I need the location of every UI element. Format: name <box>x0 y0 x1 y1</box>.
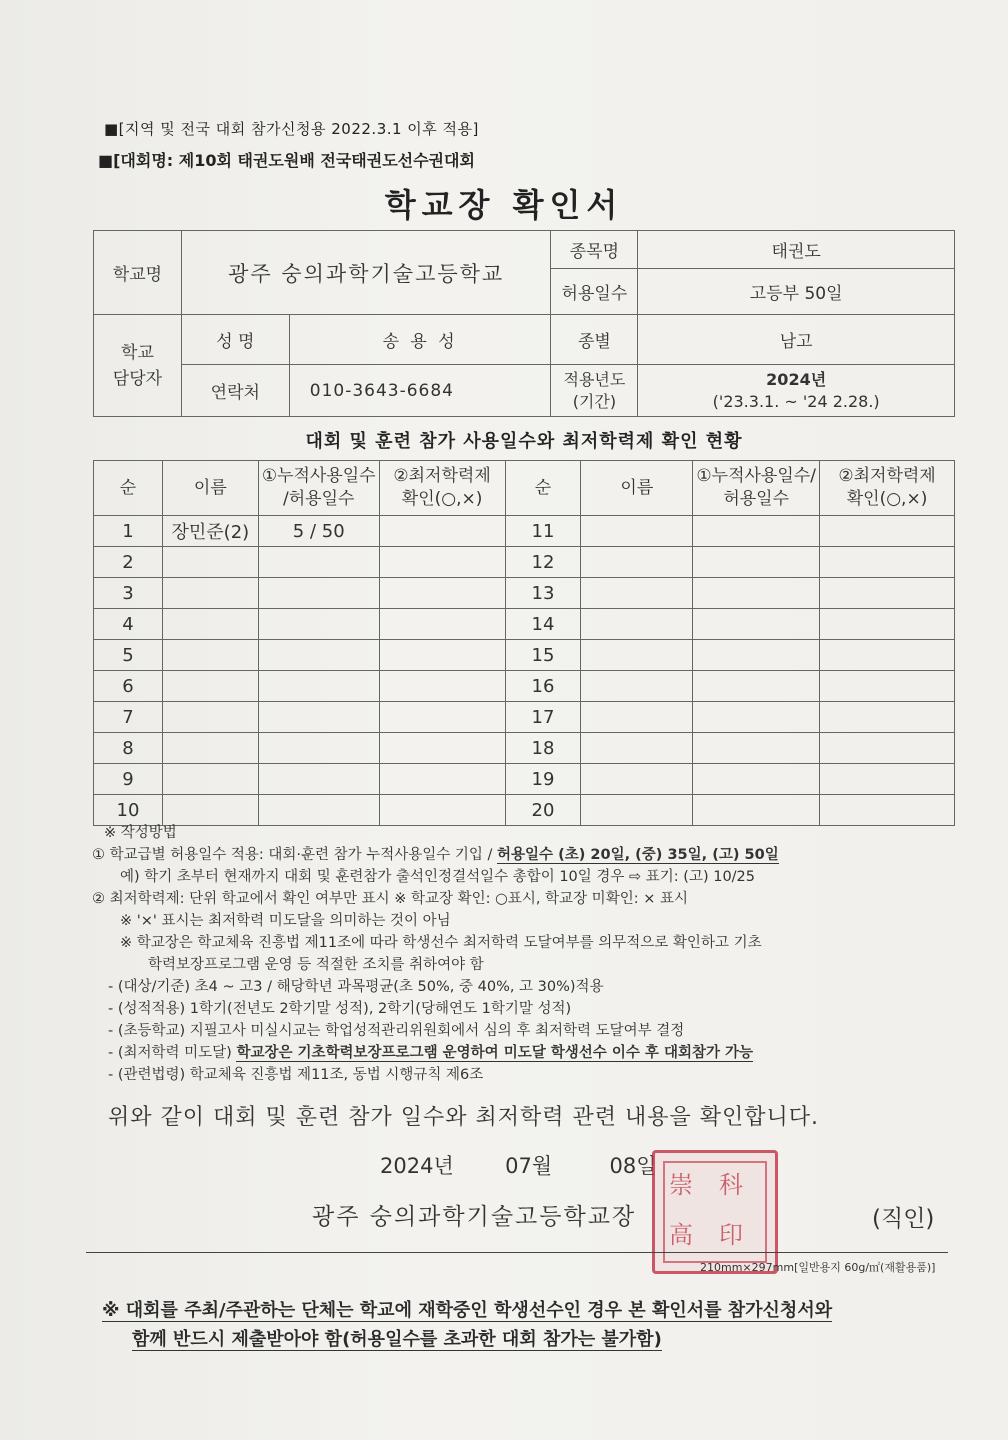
note-detail-4 <box>92 1042 962 1064</box>
paper-spec: 210mm×297mm[일반용지 60g/㎡(재활용품)] <box>700 1261 936 1274</box>
notes-heading: ※ 작성방법 <box>104 825 177 841</box>
seal-glyph-1: 崇 <box>669 1171 693 1199</box>
col-check-right <box>820 461 955 516</box>
col-name-right: 이름 <box>581 461 693 516</box>
table-row <box>94 609 955 640</box>
row-check-right <box>820 609 955 640</box>
footer-line-1-text: ※ 대회를 주최/주관하는 단체는 학교에 재학중인 학생선수인 경우 본 확인서를 참가신청서와 <box>102 1300 833 1321</box>
year-period: ('23.3.1. ~ '24 2.28.) <box>712 391 880 411</box>
row-name-left <box>162 733 258 764</box>
row-no-right: 18 <box>505 733 581 764</box>
note-detail-5: - (관련법령) 학교체육 진흥법 제11조, 동법 시행규칙 제6조 <box>108 1067 484 1083</box>
row-check-left <box>379 702 505 733</box>
row-days-left <box>258 547 379 578</box>
col-days-left <box>258 461 379 516</box>
row-days-right <box>693 640 820 671</box>
row-no-right: 12 <box>505 547 581 578</box>
col-days-right-line1: ①누적사용일수/ <box>696 466 816 486</box>
col-days-right <box>693 461 820 516</box>
allowed-days-label: 허용일수 <box>551 269 638 315</box>
col-days-left-line2: /허용일수 <box>283 489 355 509</box>
manager-name-value: 송 용 성 <box>289 315 551 365</box>
row-name-right <box>581 609 693 640</box>
participation-table <box>93 460 955 826</box>
row-days-right <box>693 578 820 609</box>
row-no-left: 2 <box>94 547 163 578</box>
year-value: 2024년 <box>766 369 827 389</box>
row-days-left <box>258 609 379 640</box>
date-month: 07월 <box>505 1154 553 1178</box>
table-row <box>94 671 955 702</box>
row-days-left <box>258 702 379 733</box>
school-label: 학교명 <box>94 231 182 315</box>
category-value: 남고 <box>638 315 955 365</box>
note-detail-4-label: - (최저학력 미도달) <box>108 1045 237 1061</box>
row-check-right <box>820 671 955 702</box>
footer-line-2 <box>102 1325 832 1354</box>
event-value: 태권도 <box>638 231 955 269</box>
col-no-left: 순 <box>94 461 163 516</box>
row-no-right: 19 <box>505 764 581 795</box>
row-check-right <box>820 702 955 733</box>
row-no-right: 20 <box>505 795 581 826</box>
contact-label: 연락처 <box>181 365 289 417</box>
col-name-left: 이름 <box>162 461 258 516</box>
row-days-left <box>258 578 379 609</box>
note-1-example: 예) 학기 초부터 현재까지 대회 및 훈련참가 출석인정결석일수 총합이 10일 경우 ⇨ 표기: (고) 10/25 <box>120 869 756 885</box>
row-no-right: 17 <box>505 702 581 733</box>
year-value-cell <box>638 365 955 417</box>
seal-glyph-2: 科 <box>719 1171 743 1199</box>
year-label <box>551 365 638 417</box>
col-check-left <box>379 461 505 516</box>
date-year: 2024년 <box>380 1154 454 1178</box>
school-name: 광주 숭의과학기술고등학교 <box>181 231 551 315</box>
principal-signature-line: 광주 숭의과학기술고등학교장 <box>312 1204 637 1230</box>
note-1-allowed-days: 허용일수 (초) 20일, (중) 35일, (고) 50일 <box>497 847 779 863</box>
document-title: 학교장 확인서 <box>384 186 624 224</box>
row-check-left <box>379 764 505 795</box>
instructions <box>92 822 962 1086</box>
row-name-left <box>162 609 258 640</box>
row-check-right <box>820 516 955 547</box>
row-name-left <box>162 795 258 826</box>
row-no-left: 8 <box>94 733 163 764</box>
row-check-right <box>820 640 955 671</box>
year-label-line1: 적용년도 <box>563 369 626 389</box>
row-check-left <box>379 640 505 671</box>
row-no-left: 1 <box>94 516 163 547</box>
col-check-left-line1: ②최저학력제 <box>393 466 491 486</box>
seal-glyph-3: 高 <box>669 1221 693 1249</box>
table-row <box>94 733 955 764</box>
row-check-right <box>820 733 955 764</box>
row-name-right <box>581 702 693 733</box>
year-label-line2: (기간) <box>572 391 617 411</box>
table-row <box>94 640 955 671</box>
col-no-right: 순 <box>505 461 581 516</box>
row-no-left: 6 <box>94 671 163 702</box>
row-days-left <box>258 733 379 764</box>
row-name-left <box>162 764 258 795</box>
row-no-right: 14 <box>505 609 581 640</box>
official-seal-label: (직인) <box>872 1206 935 1232</box>
row-days-right <box>693 516 820 547</box>
row-no-left: 5 <box>94 640 163 671</box>
allowed-days-value: 고등부 50일 <box>638 269 955 315</box>
row-days-right <box>693 795 820 826</box>
contact-value: 010-3643-6684 <box>289 365 551 417</box>
date-day: 08일 <box>609 1154 657 1178</box>
row-days-right <box>693 702 820 733</box>
col-check-right-line2: 확인(○,×) <box>846 489 928 509</box>
row-no-right: 15 <box>505 640 581 671</box>
note-1 <box>92 844 962 866</box>
row-name-left <box>162 578 258 609</box>
row-check-left <box>379 671 505 702</box>
category-label: 종별 <box>551 315 638 365</box>
row-days-left <box>258 764 379 795</box>
manager-label: 학교 담당자 <box>94 315 182 417</box>
row-name-right <box>581 640 693 671</box>
row-days-right <box>693 547 820 578</box>
row-check-right <box>820 578 955 609</box>
row-check-left <box>379 733 505 764</box>
row-name-right <box>581 764 693 795</box>
confirmation-statement: 위와 같이 대회 및 훈련 참가 일수와 최저학력 관련 내용을 확인합니다. <box>108 1105 819 1130</box>
row-check-right <box>820 764 955 795</box>
row-check-left <box>379 578 505 609</box>
footer-notice <box>102 1296 832 1354</box>
note-4-cont: 학력보장프로그램 운영 등 적절한 조치를 취하여야 함 <box>148 957 484 973</box>
seal-glyph-4: 印 <box>719 1221 743 1249</box>
footer-line-2-text: 함께 반드시 제출받아야 함(허용일수를 초과한 대회 참가는 불가함) <box>132 1329 662 1350</box>
col-check-left-line2: 확인(○,×) <box>401 489 483 509</box>
row-no-left: 7 <box>94 702 163 733</box>
row-days-right <box>693 609 820 640</box>
divider <box>86 1252 948 1253</box>
table-row <box>94 702 955 733</box>
row-no-right: 11 <box>505 516 581 547</box>
row-check-left <box>379 795 505 826</box>
status-table-subtitle: 대회 및 훈련 참가 사용일수와 최저학력제 확인 현황 <box>305 431 743 452</box>
note-1-text: ① 학교급별 허용일수 적용: 대회·훈련 참가 누적사용일수 기입 / <box>92 847 498 863</box>
row-days-left: 5 / 50 <box>258 516 379 547</box>
row-name-left: 장민준(2) <box>162 516 258 547</box>
note-detail-1: - (대상/기준) 초4 ~ 고3 / 해당학년 과목평균(초 50%, 중 40%, 고 30%)적용 <box>108 979 604 995</box>
row-name-right <box>581 578 693 609</box>
row-days-left <box>258 640 379 671</box>
footer-line-1 <box>102 1296 832 1325</box>
row-name-right <box>581 547 693 578</box>
header-application-note: ■[지역 및 전국 대회 참가신청용 2022.3.1 이후 적용] <box>104 120 479 138</box>
table-row <box>94 547 955 578</box>
note-2: ② 최저학력제: 단위 학교에서 확인 여부만 표시 ※ 학교장 확인: ○표시, 학교장 미확인: × 표시 <box>92 891 688 907</box>
row-check-right <box>820 795 955 826</box>
row-check-right <box>820 547 955 578</box>
note-4: ※ 학교장은 학교체육 진흥법 제11조에 따라 학생선수 최저학력 도달여부를 의무적으로 확인하고 기초 <box>120 935 762 951</box>
row-name-right <box>581 516 693 547</box>
col-check-right-line1: ②최저학력제 <box>838 466 936 486</box>
school-info-table <box>93 230 955 417</box>
table-header-row <box>94 461 955 516</box>
row-name-left <box>162 640 258 671</box>
row-no-left: 10 <box>94 795 163 826</box>
row-days-right <box>693 764 820 795</box>
table-row <box>94 764 955 795</box>
confirmation-date <box>380 1150 657 1180</box>
header-competition-name: ■[대회명: 제10회 태권도원배 전국태권도선수권대회 <box>98 151 475 170</box>
row-name-right <box>581 671 693 702</box>
row-no-right: 16 <box>505 671 581 702</box>
note-detail-2: - (성적적용) 1학기(전년도 2학기말 성적), 2학기(당해연도 1학기말 성적) <box>108 1001 572 1017</box>
row-days-left <box>258 795 379 826</box>
row-check-left <box>379 516 505 547</box>
row-no-right: 13 <box>505 578 581 609</box>
col-days-left-line1: ①누적사용일수 <box>261 466 376 486</box>
school-seal-stamp <box>652 1150 778 1274</box>
row-days-right <box>693 733 820 764</box>
note-detail-4-emphasis: 학교장은 기초학력보장프로그램 운영하여 미도달 학생선수 이수 후 대회참가 가능 <box>236 1045 754 1061</box>
row-no-left: 4 <box>94 609 163 640</box>
note-detail-3: - (초등학교) 지필고사 미실시교는 학업성적관리위원회에서 심의 후 최저학력 도달여부 결정 <box>108 1023 685 1039</box>
row-name-right <box>581 795 693 826</box>
event-label: 종목명 <box>551 231 638 269</box>
row-name-right <box>581 733 693 764</box>
manager-name-label: 성 명 <box>181 315 289 365</box>
row-name-left <box>162 547 258 578</box>
note-3: ※ '×' 표시는 최저학력 미도달을 의미하는 것이 아님 <box>120 913 451 929</box>
table-row <box>94 516 955 547</box>
table-row <box>94 795 955 826</box>
row-no-left: 9 <box>94 764 163 795</box>
row-check-left <box>379 609 505 640</box>
table-row <box>94 578 955 609</box>
row-days-left <box>258 671 379 702</box>
row-name-left <box>162 671 258 702</box>
col-days-right-line2: 허용일수 <box>723 489 790 509</box>
row-no-left: 3 <box>94 578 163 609</box>
row-check-left <box>379 547 505 578</box>
row-days-right <box>693 671 820 702</box>
row-name-left <box>162 702 258 733</box>
